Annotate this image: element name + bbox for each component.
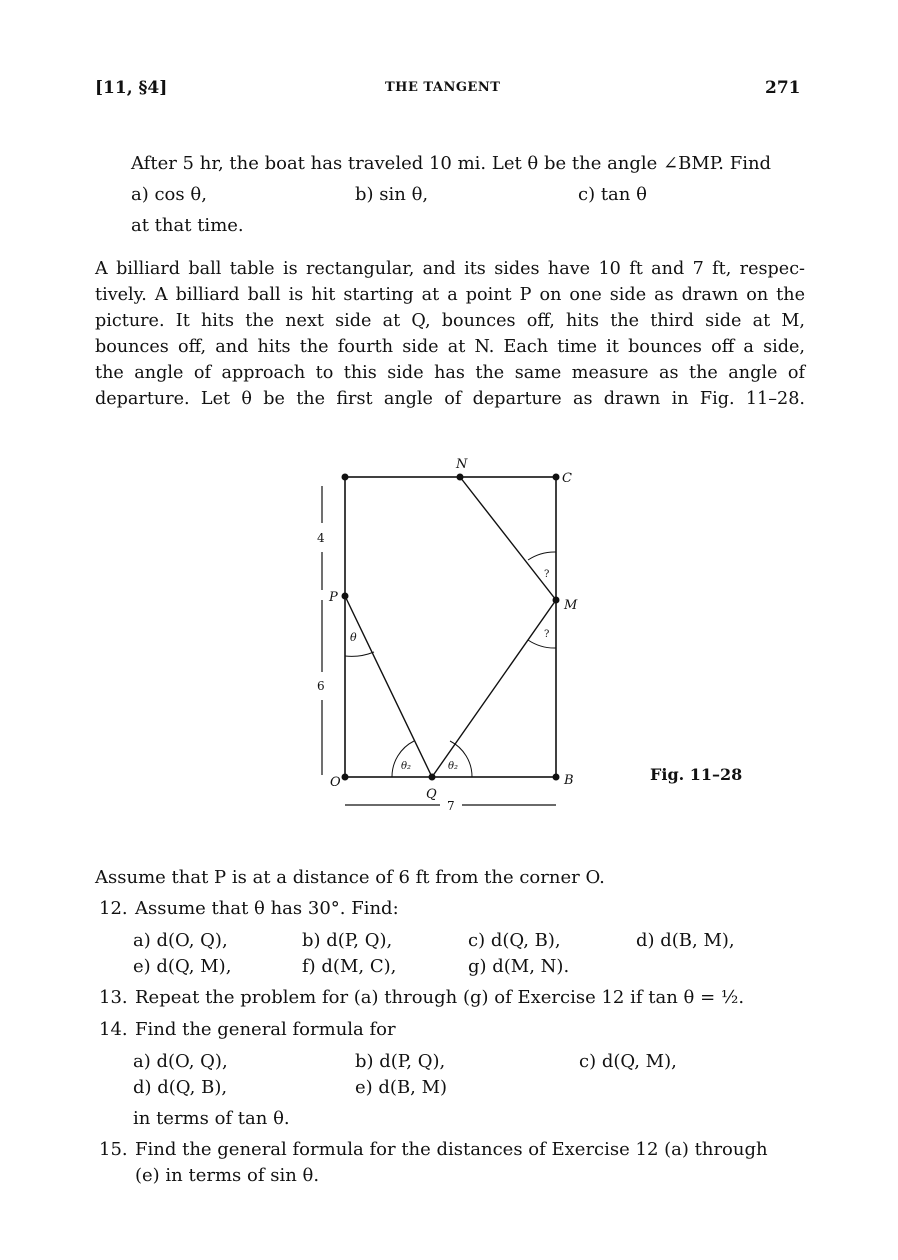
paragraph-line: bounces off, and hits the fourth side at N. Each time it bounces off a side, (95, 337, 805, 357)
intro-option-b: b) sin θ, (355, 184, 429, 205)
label-o: O (330, 775, 341, 790)
label-six: 6 (317, 679, 325, 693)
label-p: P (329, 590, 338, 605)
corner-dot-top-left (342, 474, 349, 481)
exercise-12-b: b) d(P, Q), (302, 930, 393, 951)
theta-arc (345, 652, 374, 656)
figure-caption: Fig. 11–28 (650, 765, 743, 784)
exercise-15-number: 15. (99, 1139, 128, 1160)
point-m-dot (553, 597, 560, 604)
paragraph-line: departure. Let θ be the first angle of departure as drawn in Fig. 11–28. (95, 389, 805, 409)
label-n: N (456, 457, 468, 472)
exercise-12-g: g) d(M, N). (468, 956, 570, 977)
exercise-14-d: d) d(Q, B), (133, 1077, 228, 1098)
intro-line: After 5 hr, the boat has traveled 10 mi. Let θ be the angle ∠BMP. Find (131, 153, 772, 174)
paragraph-line: tively. A billiard ball is hit starting at a point P on one side as drawn on the (95, 285, 805, 305)
assumption-line: Assume that P is at a distance of 6 ft from the corner O. (95, 867, 605, 888)
page-number: 271 (765, 78, 801, 98)
point-q-dot (429, 774, 436, 781)
paragraph-line: A billiard ball table is rectangular, and its sides have 10 ft and 7 ft, respec- (95, 259, 805, 279)
corner-o-dot (342, 774, 349, 781)
lower-m-arc (528, 640, 556, 648)
exercise-15-line1: Find the general formula for the distances of Exercise 12 (a) through (135, 1139, 768, 1160)
point-n-dot (457, 474, 464, 481)
corner-b-dot (553, 774, 560, 781)
upper-m-arc (528, 552, 556, 560)
label-theta: θ (350, 631, 357, 644)
ball-path (345, 477, 556, 777)
exercise-12-stem: Assume that θ has 30°. Find: (135, 898, 399, 919)
exercise-12-d: d) d(B, M), (636, 930, 735, 951)
exercise-12-number: 12. (99, 898, 128, 919)
exercise-12-f: f) d(M, C), (302, 956, 397, 977)
label-q: Q (426, 787, 437, 802)
exercise-14-e: e) d(B, M) (355, 1077, 448, 1098)
exercise-14-stem: Find the general formula for (135, 1019, 396, 1040)
table-outline (345, 477, 556, 777)
exercise-13-number: 13. (99, 987, 128, 1008)
exercise-15-line2: (e) in terms of sin θ. (135, 1165, 320, 1186)
running-title: THE TANGENT (385, 80, 501, 95)
exercise-14-tail: in terms of tan θ. (133, 1108, 290, 1129)
section-reference: [11, §4] (95, 78, 168, 98)
intro-tail: at that time. (131, 215, 244, 236)
label-theta2-left: θ₂ (401, 761, 412, 772)
intro-option-c: c) tan θ (578, 184, 647, 205)
point-p-dot (342, 593, 349, 600)
intro-option-a: a) cos θ, (131, 184, 207, 205)
label-theta2-right: θ₂ (448, 761, 459, 772)
label-question-lower: ? (544, 629, 550, 640)
label-seven: 7 (447, 799, 455, 813)
exercise-14-number: 14. (99, 1019, 128, 1040)
paragraph-line: the angle of approach to this side has the same measure as the angle of (95, 363, 805, 383)
label-four: 4 (317, 531, 325, 545)
exercise-14-a: a) d(O, Q), (133, 1051, 228, 1072)
paragraph-line: picture. It hits the next side at Q, bounces off, hits the third side at M, (95, 311, 805, 331)
exercise-14-b: b) d(P, Q), (355, 1051, 446, 1072)
label-c: C (562, 471, 572, 486)
exercise-12-c: c) d(Q, B), (468, 930, 561, 951)
label-question-upper: ? (544, 569, 550, 580)
label-b: B (564, 773, 574, 788)
exercise-13-text: Repeat the problem for (a) through (g) of Exercise 12 if tan θ = ½. (135, 987, 745, 1008)
label-m: M (564, 598, 578, 613)
exercise-14-c: c) d(Q, M), (579, 1051, 677, 1072)
corner-c-dot (553, 474, 560, 481)
exercise-12-e: e) d(Q, M), (133, 956, 232, 977)
exercise-12-a: a) d(O, Q), (133, 930, 228, 951)
